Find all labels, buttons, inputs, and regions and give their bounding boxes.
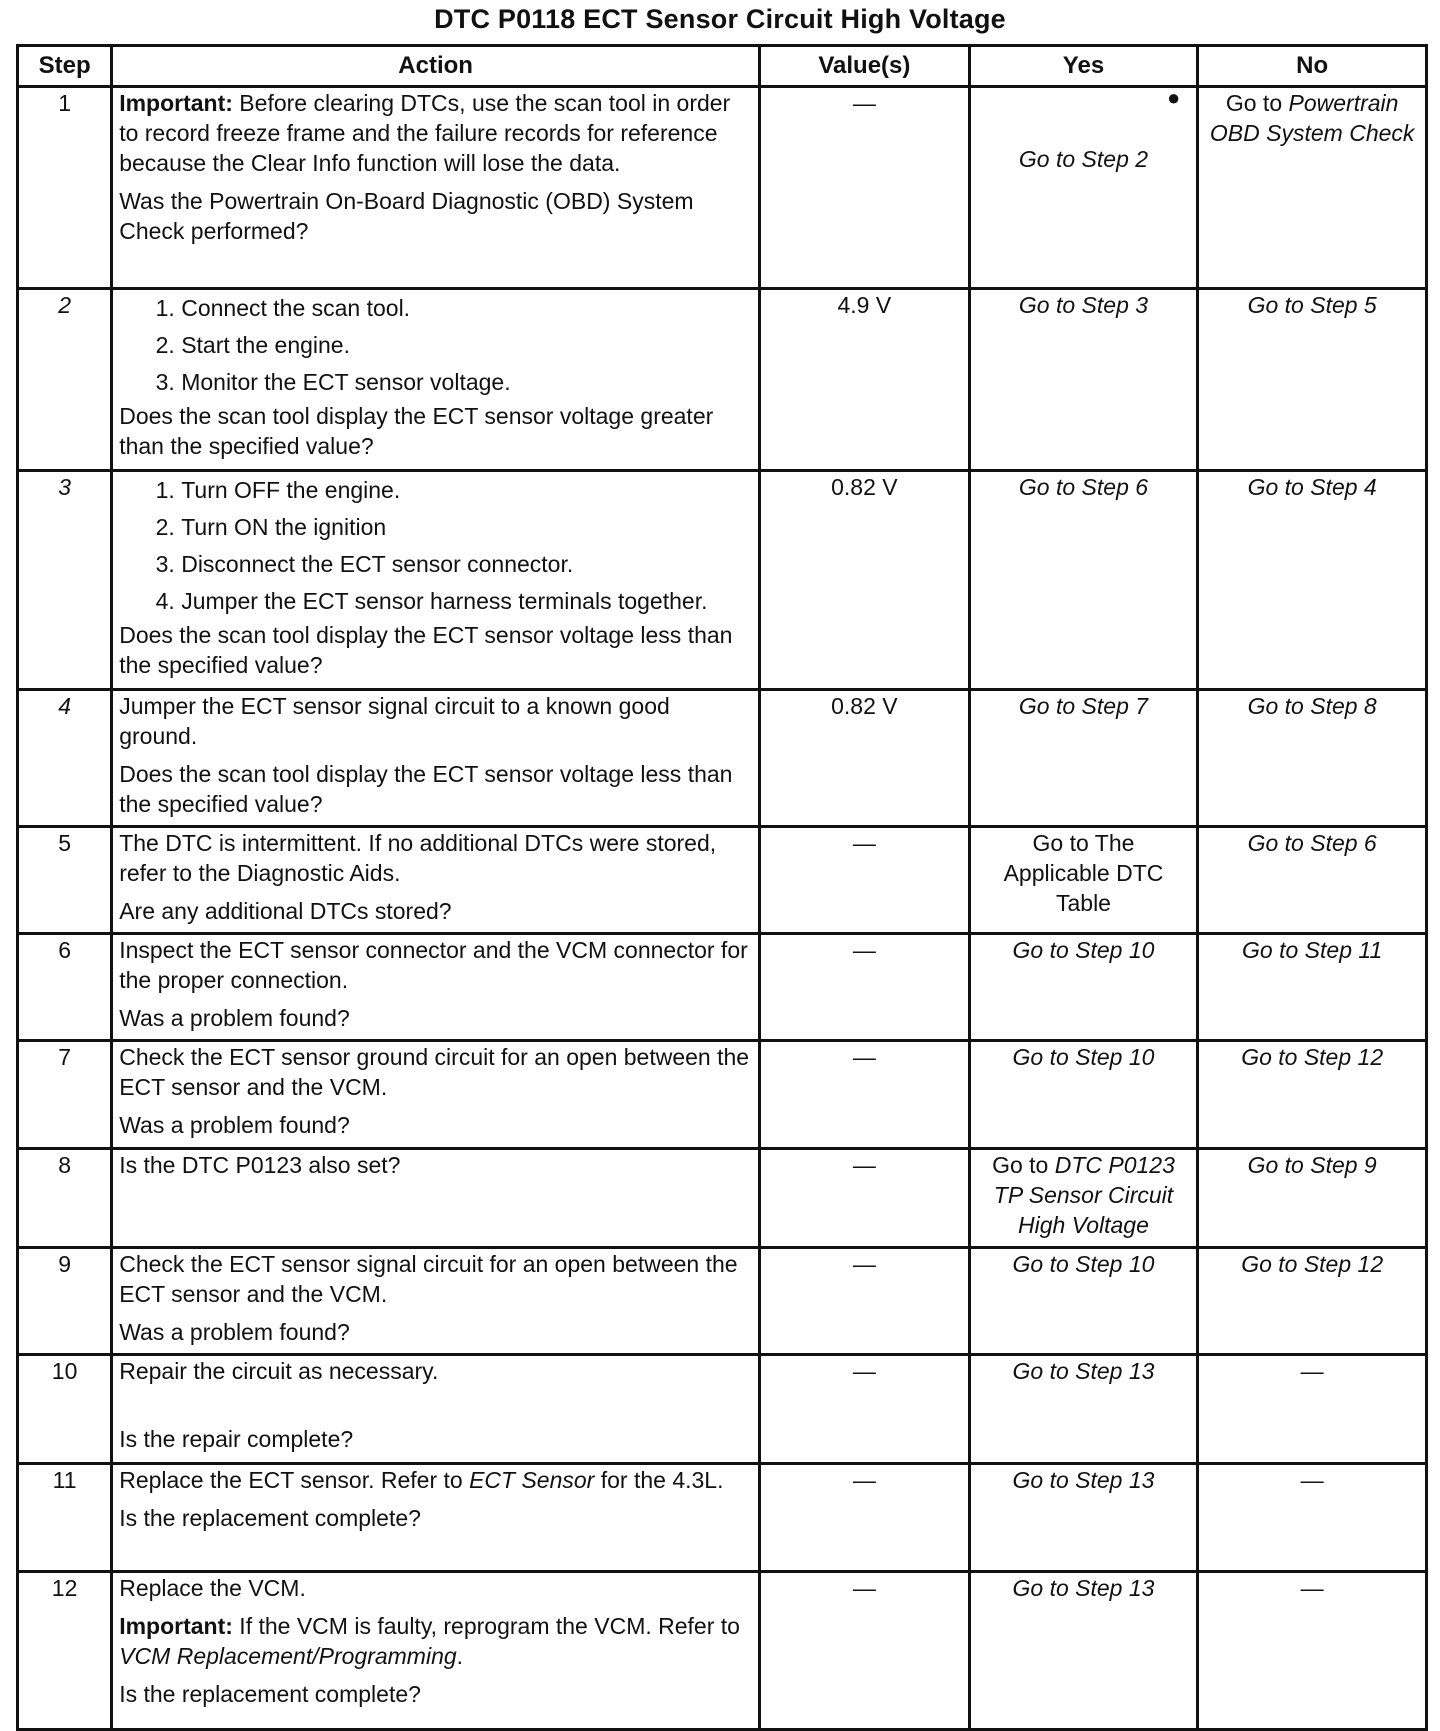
action-cell — [112, 690, 760, 827]
no-link[interactable]: Go to Step 5 — [1198, 289, 1427, 471]
important-label: Important: — [119, 1613, 233, 1639]
ect-sensor-link[interactable]: ECT Sensor — [469, 1467, 595, 1493]
no-link[interactable]: Go to Step 12 — [1198, 1041, 1427, 1149]
header-no: No — [1198, 46, 1427, 87]
yes-cell — [969, 1149, 1198, 1248]
value-cell: — — [760, 1464, 970, 1572]
no-dash: — — [1198, 1572, 1427, 1730]
important-note — [119, 88, 752, 178]
value-cell: 0.82 V — [760, 690, 970, 827]
no-prefix: Go to — [1225, 90, 1289, 116]
no-link[interactable]: Go to Step 4 — [1198, 471, 1427, 690]
no-dash: — — [1198, 1355, 1427, 1464]
step-number: 4 — [18, 690, 112, 827]
vcm-programming-link[interactable]: VCM Replacement/Programming — [119, 1643, 457, 1669]
yes-link[interactable]: Go to Step 7 — [969, 690, 1198, 827]
table-row — [18, 934, 1427, 1041]
action-cell — [112, 827, 760, 934]
value-cell: — — [760, 1041, 970, 1149]
yes-link[interactable]: Go to Step 10 — [969, 1041, 1198, 1149]
action-text: Repair the circuit as necessary. — [119, 1358, 439, 1384]
action-text: Replace the VCM. — [119, 1575, 306, 1601]
substep-list — [119, 472, 752, 620]
important-note — [119, 1611, 752, 1671]
action-question: Does the scan tool display the ECT sensor voltage greater than the specified value? — [119, 403, 714, 459]
table-row — [18, 1041, 1427, 1149]
value-cell: 0.82 V — [760, 471, 970, 690]
substep: 2. Turn ON the ignition — [181, 509, 752, 546]
action-question: Are any additional DTCs stored? — [119, 898, 452, 924]
step-number: 5 — [18, 827, 112, 934]
action-text-end: for the 4.3L. — [594, 1467, 724, 1493]
yes-link[interactable]: Go to Step 2 — [1018, 146, 1149, 172]
action-cell — [112, 289, 760, 471]
yes-link[interactable]: Go to Step 13 — [969, 1464, 1198, 1572]
table-row — [18, 471, 1427, 690]
header-action: Action — [112, 46, 760, 87]
value-cell: — — [760, 934, 970, 1041]
action-text: Check the ECT sensor signal circuit for an open between the ECT sensor and the VCM. — [119, 1251, 738, 1307]
action-text — [119, 1465, 752, 1495]
yes-link[interactable]: Go to Step 6 — [969, 471, 1198, 690]
no-link[interactable]: Go to Step 12 — [1198, 1248, 1427, 1355]
action-text: Is the DTC P0123 also set? — [119, 1152, 401, 1178]
important-text: Before clearing DTCs, use the scan tool in order to record freeze frame and the failure records for reference because the Clear Info function will lose the data. — [119, 90, 731, 176]
action-cell — [112, 1572, 760, 1730]
substep: 3. Monitor the ECT sensor voltage. — [181, 364, 752, 401]
substep: 3. Disconnect the ECT sensor connector. — [181, 546, 752, 583]
substep: 2. Start the engine. — [181, 327, 752, 364]
yes-link[interactable]: Go to Step 13 — [969, 1572, 1198, 1730]
value-cell: — — [760, 87, 970, 289]
step-number: 6 — [18, 934, 112, 1041]
action-question: Is the replacement complete? — [119, 1681, 421, 1707]
action-question: Is the replacement complete? — [119, 1505, 421, 1531]
step-number: 3 — [18, 471, 112, 690]
important-text: If the VCM is faulty, reprogram the VCM. Refer to — [232, 1613, 740, 1639]
table-row — [18, 87, 1427, 289]
yes-link[interactable]: DTC P0123 TP Sensor Circuit High Voltage — [993, 1152, 1175, 1238]
table-row — [18, 1572, 1427, 1730]
action-question: Was a problem found? — [119, 1005, 350, 1031]
value-cell: 4.9 V — [760, 289, 970, 471]
value-cell: — — [760, 827, 970, 934]
substep-list — [119, 290, 752, 401]
action-text: Jumper the ECT sensor signal circuit to a known good ground. — [119, 693, 670, 749]
action-question: Was a problem found? — [119, 1319, 350, 1345]
step-number: 8 — [18, 1149, 112, 1248]
no-link[interactable]: Go to Step 11 — [1198, 934, 1427, 1041]
action-question: Is the repair complete? — [119, 1426, 354, 1452]
action-question: Was a problem found? — [119, 1112, 350, 1138]
action-question: Does the scan tool display the ECT sensor voltage less than the specified value? — [119, 622, 733, 678]
table-row — [18, 690, 1427, 827]
table-row — [18, 1248, 1427, 1355]
action-cell — [112, 1355, 760, 1464]
bullet-icon: ● — [1167, 85, 1181, 110]
action-cell — [112, 1248, 760, 1355]
substep: 1. Connect the scan tool. — [181, 290, 752, 327]
step-number: 7 — [18, 1041, 112, 1149]
diagnostic-table — [16, 44, 1428, 1731]
action-question: Does the scan tool display the ECT sensor voltage less than the specified value? — [119, 761, 733, 817]
yes-prefix: Go to — [992, 1152, 1055, 1178]
important-label: Important: — [119, 90, 233, 116]
no-link[interactable]: Go to Step 9 — [1198, 1149, 1427, 1248]
no-dash: — — [1198, 1464, 1427, 1572]
important-end: . — [456, 1643, 464, 1669]
yes-link[interactable]: Go to Step 3 — [969, 289, 1198, 471]
step-number: 10 — [18, 1355, 112, 1464]
table-row — [18, 1464, 1427, 1572]
action-cell — [112, 471, 760, 690]
table-row — [18, 1355, 1427, 1464]
value-cell: — — [760, 1572, 970, 1730]
header-values: Value(s) — [760, 46, 970, 87]
yes-cell — [969, 87, 1198, 289]
yes-link[interactable]: Go to The Applicable DTC Table — [969, 827, 1198, 934]
substep: 1. Turn OFF the engine. — [181, 472, 752, 509]
step-number: 9 — [18, 1248, 112, 1355]
table-header-row — [18, 46, 1427, 87]
action-text: Check the ECT sensor ground circuit for an open between the ECT sensor and the VCM. — [119, 1044, 750, 1100]
action-text: The DTC is intermittent. If no additional DTCs were stored, refer to the Diagnostic Aids. — [119, 830, 717, 886]
action-question: Was the Powertrain On-Board Diagnostic (OBD) System Check performed? — [119, 188, 694, 244]
action-cell — [112, 87, 760, 289]
step-number: 12 — [18, 1572, 112, 1730]
action-cell — [112, 1464, 760, 1572]
table-row — [18, 289, 1427, 471]
header-step: Step — [18, 46, 112, 87]
action-text: Inspect the ECT sensor connector and the VCM connector for the proper connection. — [119, 937, 748, 993]
action-text-start: Replace the ECT sensor. Refer to — [119, 1467, 470, 1493]
table-row — [18, 1149, 1427, 1248]
no-link[interactable]: Go to Step 8 — [1198, 690, 1427, 827]
yes-link[interactable]: Go to Step 13 — [969, 1355, 1198, 1464]
value-cell: — — [760, 1355, 970, 1464]
yes-link[interactable]: Go to Step 10 — [969, 934, 1198, 1041]
step-number: 2 — [18, 289, 112, 471]
step-number: 11 — [18, 1464, 112, 1572]
action-cell — [112, 1149, 760, 1248]
table-row — [18, 827, 1427, 934]
step-number: 1 — [18, 87, 112, 289]
yes-link[interactable]: Go to Step 10 — [969, 1248, 1198, 1355]
page-title: DTC P0118 ECT Sensor Circuit High Voltage — [434, 4, 1006, 34]
no-link[interactable]: Powertrain OBD System Check — [1209, 90, 1415, 146]
value-cell: — — [760, 1248, 970, 1355]
header-yes: Yes — [969, 46, 1198, 87]
value-cell: — — [760, 1149, 970, 1248]
action-cell — [112, 1041, 760, 1149]
action-cell — [112, 934, 760, 1041]
no-cell — [1198, 87, 1427, 289]
substep: 4. Jumper the ECT sensor harness terminals together. — [181, 583, 752, 620]
no-link[interactable]: Go to Step 6 — [1198, 827, 1427, 934]
